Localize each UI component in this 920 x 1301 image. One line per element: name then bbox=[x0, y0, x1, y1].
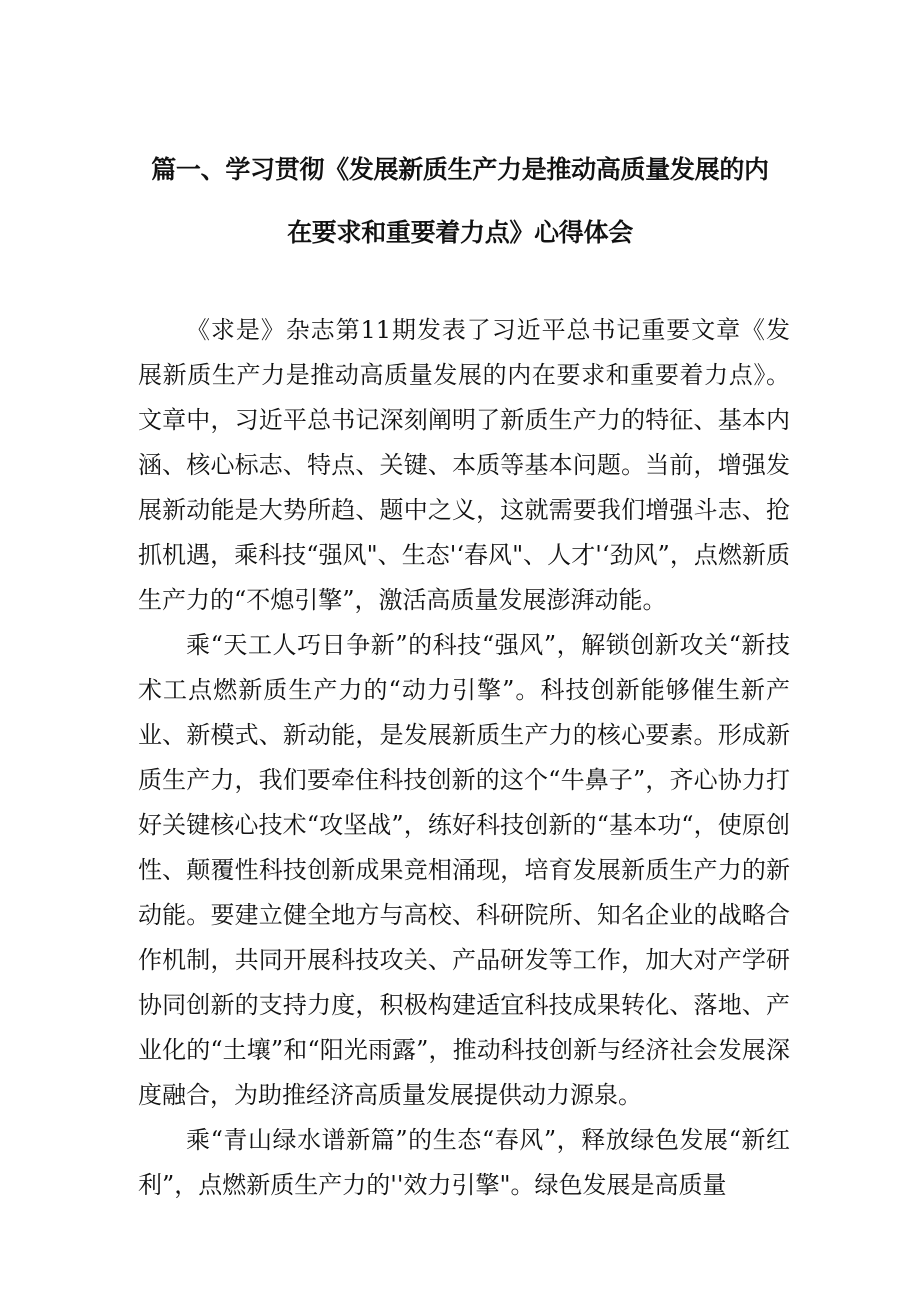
document-body bbox=[138, 308, 790, 1208]
document-title-line-1: 篇一、学习贯彻《发展新质生产力是推动高质量发展的内 bbox=[151, 155, 769, 184]
paragraph-3: 乘“青山绿水谱新篇”的生态“春风”，释放绿色发展“新红利”，点燃新质生产力的''效力引擎"。绿色发展是高质量 bbox=[138, 1126, 790, 1199]
document-title-line-2: 在要求和重要着力点》心得体会 bbox=[287, 218, 633, 247]
paragraph-1: 《求是》杂志第11期发表了习近平总书记重要文章《发展新质生产力是推动高质量发展的内在要求和重要着力点》。文章中，习近平总书记深刻阐明了新质生产力的特征、基本内涵、核心标志、特点、关键、本质等基本问题。当前，增强发展新动能是大势所趋、题中之义，这就需要我们增强斗志、抢抓机遇，乘科技“强风"、生态'‘春风"、人才'‘劲风”，点燃新质生产力的“不熄引擎”，激活高质量发展澎湃动能。 bbox=[138, 316, 790, 614]
paragraph-2: 乘“天工人巧日争新”的科技“强风”，解锁创新攻关“新技术工点燃新质生产力的“动力引擎”。科技创新能够催生新产业、新模式、新动能，是发展新质生产力的核心要素。形成新质生产力，我们要牵住科技创新的这个“牛鼻子”，齐心协力打好关键核心技术“攻坚战”，练好科技创新的“基本功“，使原创性、颠覆性科技创新成果竞相涌现，培育发展新质生产力的新动能。要建立健全地方与高校、科研院所、知名企业的战略合作机制，共同开展科技攻关、产品研发等工作，加大对产学研协同创新的支持力度，积极构建适宜科技成果转化、落地、产业化的“土壤”和“阳光雨露”，推动科技创新与经济社会发展深度融合，为助推经济高质量发展提供动力源泉。 bbox=[138, 631, 790, 1109]
